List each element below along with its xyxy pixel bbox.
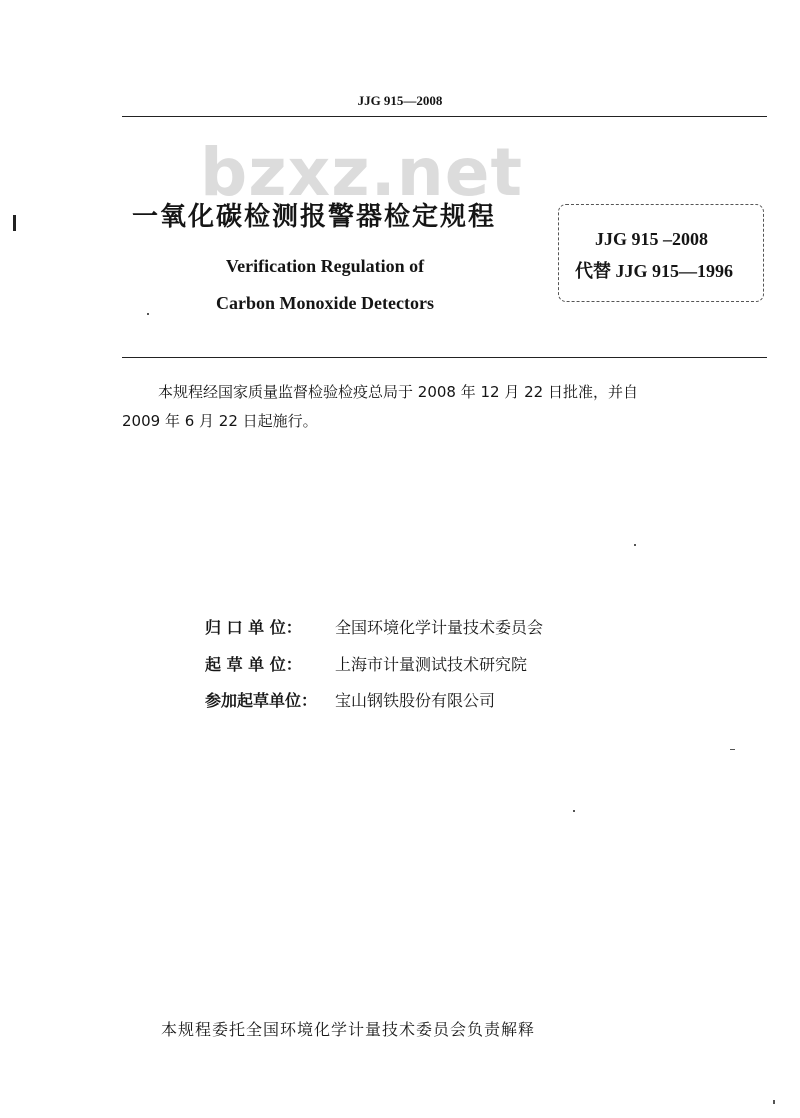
title-english-line2: Carbon Monoxide Detectors xyxy=(216,293,434,313)
approval-line-2: 2009 年 6 月 22 日起施行。 xyxy=(122,412,318,430)
scan-speck xyxy=(773,1100,775,1104)
org-label: 参加起草单位： xyxy=(205,691,318,710)
org-label: 起 草 单 位： xyxy=(205,655,302,674)
org-row-centralized-unit xyxy=(205,615,543,638)
org-row-participating-unit xyxy=(205,688,495,711)
scan-speck xyxy=(573,810,575,812)
approval-line-1: 本规程经国家质量监督检验检疫总局于 2008 年 12 月 22 日批准，并自 xyxy=(158,383,638,401)
standard-code-box xyxy=(558,204,764,302)
org-row-drafting-unit xyxy=(205,652,527,675)
org-label: 归 口 单 位： xyxy=(205,618,302,637)
scan-speck xyxy=(730,749,735,750)
title-divider xyxy=(122,357,767,358)
org-value: 宝山钢铁股份有限公司 xyxy=(335,691,496,710)
interpretation-note: 本规程委托全国环境化学计量技术委员会负责解释 xyxy=(161,1020,536,1039)
title-english-line1: Verification Regulation of xyxy=(225,256,425,276)
title-chinese: 一氧化碳检测报警器检定规程 xyxy=(132,202,497,232)
org-value: 上海市计量测试技术研究院 xyxy=(335,655,528,674)
replaced-standard: 代替 JJG 915—1996 xyxy=(575,261,734,281)
watermark: bzxz.net xyxy=(200,134,524,211)
scan-speck xyxy=(147,313,149,315)
org-value: 全国环境化学计量技术委员会 xyxy=(335,618,544,637)
scan-mark xyxy=(13,215,16,231)
standard-code: JJG 915 –2008 xyxy=(595,229,709,249)
header-code: JJG 915—2008 xyxy=(357,93,443,108)
header-divider xyxy=(122,116,767,117)
scan-speck xyxy=(634,544,636,546)
